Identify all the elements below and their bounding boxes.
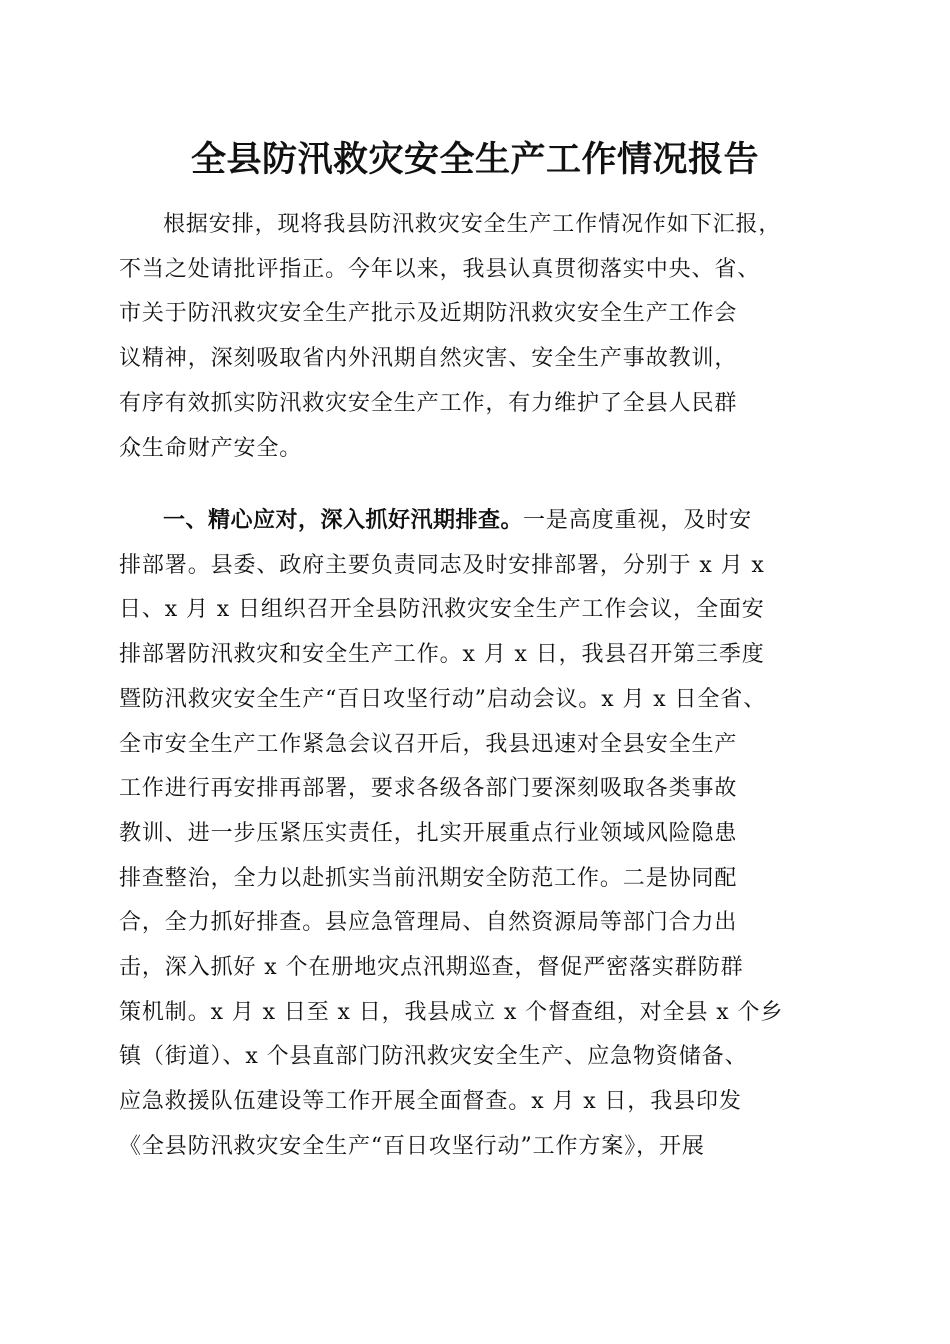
- text-line: 击，深入抓好 x 个在册地灾点汛期巡查，督促严密落实群防群: [119, 955, 744, 981]
- text-line: 教训、进一步压紧压实责任，扎实开展重点行业领域风险隐患: [119, 820, 738, 846]
- text-line: 不当之处请批评指正。今年以来，我县认真贯彻落实中央、省、: [119, 256, 761, 282]
- text-line: 《全县防汛救灾安全生产“百日攻坚行动”工作方案》，开展: [119, 1133, 705, 1159]
- section-first-line: [119, 499, 839, 544]
- text-line: 工作进行再安排再部署，要求各级各部门要深刻吸取各类事故: [119, 776, 738, 802]
- text-line: 有序有效抓实防汛救灾安全生产工作，有力维护了全县人民群: [119, 390, 738, 416]
- text-line: 全市安全生产工作紧急会议召开后，我县迅速对全县安全生产: [119, 731, 738, 757]
- paragraph-section-one: [119, 499, 839, 1170]
- document-title: 全县防汛救灾安全生产工作情况报告: [190, 140, 759, 180]
- text-line: 排部署防汛救灾和安全生产工作。x 月 x 日，我县召开第三季度: [119, 642, 765, 668]
- text-line: 众生命财产安全。: [119, 435, 303, 461]
- section-heading: 一、精心应对，深入抓好汛期排查。: [163, 508, 524, 533]
- text-line: 日、x 月 x 日组织召开全县防汛救灾安全生产工作会议，全面安: [119, 597, 765, 623]
- text-line: 根据安排，现将我县防汛救灾安全生产工作情况作如下汇报，: [163, 212, 782, 237]
- text-line: 暨防汛救灾安全生产“百日攻坚行动”启动会议。x 月 x 日全省、: [119, 686, 767, 712]
- section-heading-continuation: 一是高度重视，及时安: [523, 508, 753, 533]
- text-line: 合，全力抓好排查。县应急管理局、自然资源局等部门合力出: [119, 910, 738, 936]
- text-line: 排部署。县委、政府主要负责同志及时安排部署，分别于 x 月 x: [119, 552, 765, 578]
- text-line: 排查整治，全力以赴抓实当前汛期安全防范工作。二是协同配: [119, 865, 738, 891]
- text-line: 议精神，深刻吸取省内外汛期自然灾害、安全生产事故教训，: [119, 346, 738, 372]
- paragraph-intro: [119, 203, 839, 471]
- text-line: 策机制。x 月 x 日至 x 日，我县成立 x 个督查组，对全县 x 个乡: [119, 999, 784, 1025]
- text-line: 应急救援队伍建设等工作开展全面督查。x 月 x 日，我县印发: [119, 1089, 742, 1115]
- text-line: 市关于防汛救灾安全生产批示及近期防汛救灾安全生产工作会: [119, 301, 738, 327]
- text-line: 镇（街道）、x 个县直部门防汛救灾安全生产、应急物资储备、: [119, 1044, 748, 1070]
